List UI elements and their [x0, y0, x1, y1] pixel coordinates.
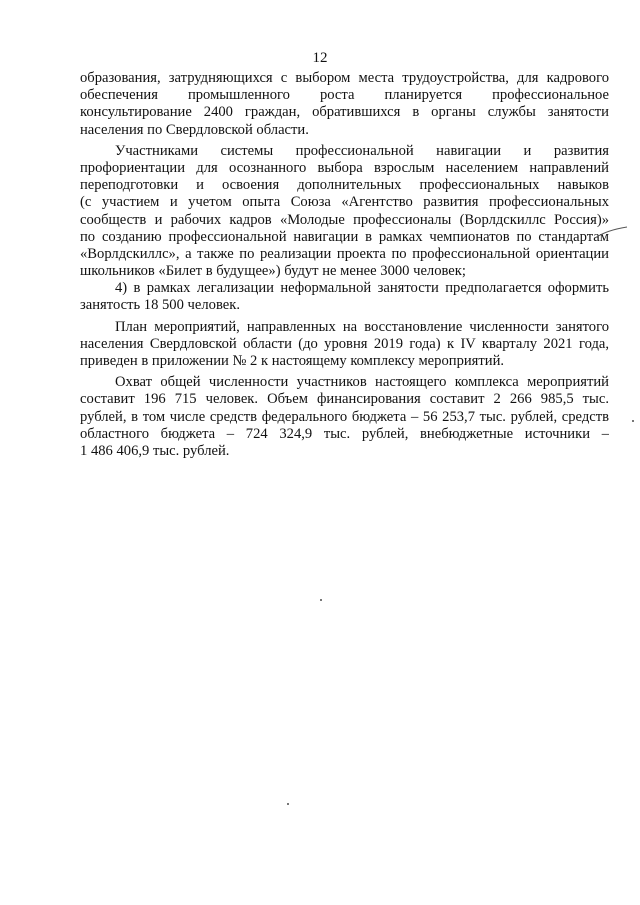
document-body: [80, 70, 609, 460]
scan-speck: [287, 803, 289, 805]
text-line: План мероприятий, направленных на восстановление численности занятого: [115, 318, 609, 335]
paragraph-education-consulting: [80, 70, 609, 139]
text-line: по созданию профессиональной навигации в рамках чемпионатов по стандартам: [80, 228, 609, 245]
text-line: образования, затрудняющихся с выбором места трудоустройства, для кадрового: [80, 70, 609, 86]
text-line: Участниками системы профессиональной навигации и развития: [115, 142, 609, 159]
text-line: (с участием и учетом опыта Союза «Агентство развития профессиональных: [80, 194, 609, 211]
text-line: сообществ и рабочих кадров «Молодые профессионалы (Ворлдскиллс Россия)»: [80, 211, 609, 228]
text-line: 1 486 406,9 тыс. рублей.: [80, 442, 230, 459]
text-line: 4) в рамках легализации неформальной занятости предполагается оформить: [115, 280, 609, 297]
text-line: занятость 18 500 человек.: [80, 297, 240, 314]
text-line: составит 196 715 человек. Объем финансирования составит 2 266 985,5 тыс.: [80, 391, 609, 408]
text-line: «Ворлдскиллс», а также по реализации проекта по профессиональной ориентации: [80, 245, 609, 262]
paragraph-navigation-participants: [80, 143, 609, 281]
text-line: населения Свердловской области (до уровня 2019 года) к IV кварталу 2021 года,: [80, 335, 609, 352]
paragraph-action-plan: [80, 319, 609, 371]
scan-speck: [632, 420, 634, 422]
paragraph-coverage-financing: [80, 374, 609, 460]
page-number: 12: [312, 50, 328, 66]
text-line: профориентации для осознанного выбора взрослым населением направлений: [80, 159, 609, 176]
text-line: Охват общей численности участников настоящего комплекса мероприятий: [115, 374, 609, 391]
text-line: областного бюджета – 724 324,9 тыс. рублей, внебюджетные источники –: [80, 425, 609, 442]
scan-speck: [320, 599, 322, 601]
text-line: обеспечения промышленного роста планируется профессиональное: [80, 87, 609, 104]
text-line: школьников «Билет в будущее») будут не менее 3000 человек;: [80, 263, 466, 280]
text-line: населения по Свердловской области.: [80, 121, 309, 138]
paragraph-informal-employment: [80, 280, 609, 314]
text-line: переподготовки и освоения дополнительных профессиональных навыков: [80, 177, 609, 194]
text-line: рублей, в том числе средств федерального бюджета – 56 253,7 тыс. рублей, средств: [80, 408, 609, 425]
text-line: консультирование 2400 граждан, обратившихся в органы службы занятости: [80, 104, 609, 121]
text-line: приведен в приложении № 2 к настоящему комплексу мероприятий.: [80, 353, 505, 369]
scan-stroke-mark: [594, 226, 628, 240]
